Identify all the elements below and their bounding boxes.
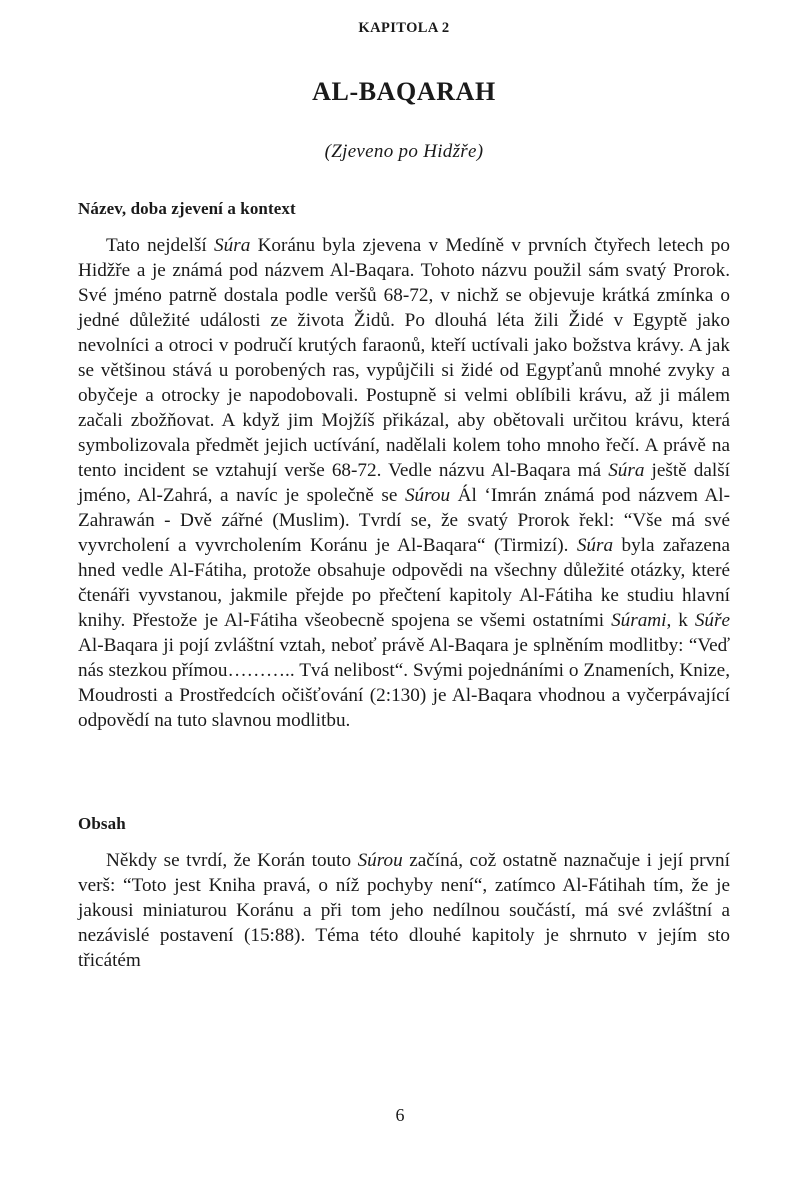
page-number: 6 bbox=[395, 1105, 405, 1125]
emphasized-term: Súrami bbox=[611, 610, 667, 632]
emphasized-term: Súrou bbox=[357, 850, 403, 872]
section-heading-nazev: Název, doba zjevení a kontext bbox=[78, 199, 296, 218]
emphasized-term: Súrou bbox=[404, 485, 451, 507]
emphasized-term: Súra bbox=[608, 460, 645, 482]
emphasized-term: Súře bbox=[694, 610, 730, 632]
chapter-subtitle: (Zjeveno po Hidžře) bbox=[324, 141, 484, 162]
section-spacer bbox=[78, 752, 730, 814]
emphasized-term: Súra bbox=[576, 535, 614, 557]
page-title: AL-BAQARAH bbox=[312, 77, 496, 106]
chapter-label: KAPITOLA 2 bbox=[358, 20, 450, 36]
emphasized-term: Súra bbox=[214, 235, 251, 257]
section-paragraph-obsah: Někdy se tvrdí, že Korán touto Súrou začíná, což ostatně naznačuje i její první verš: “Toto jest Kniha pravá, o níž pochyby není“, zatímco Al-Fátihah tím, že je jakousi miniaturou Koránu a při tom jeho nedílnou součástí, má své zvláštní a nezávislé postavení (15:88). Téma této dlouhé kapitoly je shrnuto v jejím sto třicátém bbox=[78, 850, 730, 972]
section-paragraph-nazev: Tato nejdelší Súra Koránu byla zjevena v Medíně v prvních čtyřech letech po Hidžře a je známá pod názvem Al-Baqara. Tohoto názvu použil sám svatý Prorok. Své jméno patrně dostala podle veršů 68-72, v nichž se objevuje krátká zmínka o jedné důležité události ze života Židů. Po dlouhá léta žili Židé v Egyptě jako nevolníci a otroci v područí krutých faraonů, kteří uctívali jako božstva krávy. A jak se většinou stává u porobených ras, vypůjčili si židé od Egypťanů mnohé zvyky a obyčeje a otrocky je napodobovali. Postupně si velmi oblíbili krávu, až ji málem začali zbožňovat. A když jim Mojžíš přikázal, aby obětovali určitou krávu, která symbolizovala předmět jejich uctívání, nadělali kolem toho mnoho řečí. A právě na tento incident se vztahují verše 68-72. Vedle názvu Al-Baqara má Súra ještě další jméno, Al-Zahrá, a navíc je společně se Súrou Ál ‘Imrán známá pod názvem Al-Zahrawán - Dvě zářné (Muslim). Tvrdí se, že svatý Prorok řekl: “Vše má své vyvrcholení a vyvrcholením Koránu je Al-Baqara“ (Tirmizí). Súra byla zařazena hned vedle Al-Fátiha, protože obsahuje odpovědi na všechny důležité otázky, které čtenáři vyvstanou, jakmile přejde po přečtení kapitoly Al-Fátiha ke studiu hlavní knihy. Přestože je Al-Fátiha všeobecně spojena se všemi ostatními Súrami, k Súře Al-Baqara ji pojí zvláštní vztah, neboť právě Al-Baqara je splněním modlitby: “Veď nás stezkou přímou……….. Tvá nelibost“. Svými pojednáními o Znameních, Knize, Moudrosti a Prostředcích očišťování (2:130) je Al-Baqara vhodnou a vyčerpávající odpovědí na tuto slavnou modlitbu. bbox=[78, 235, 731, 732]
page-content bbox=[78, 0, 730, 993]
section-heading-obsah: Obsah bbox=[78, 814, 126, 834]
